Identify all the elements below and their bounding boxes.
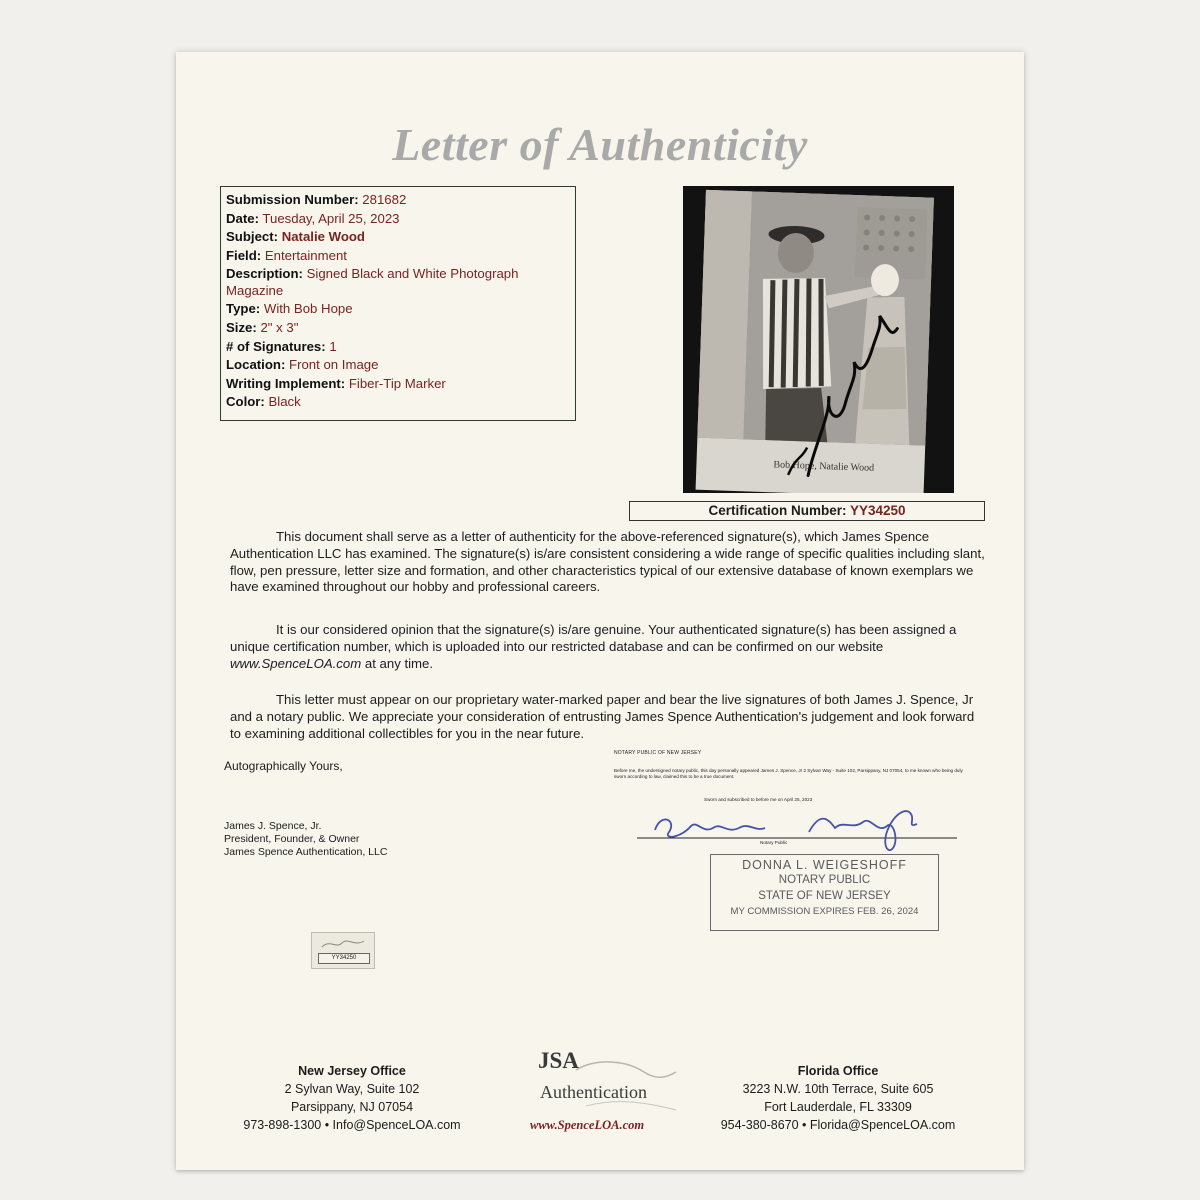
info-row-subject: Subject: Natalie Wood [226, 229, 365, 245]
info-row-color: Color: Black [226, 394, 301, 410]
info-row-description: Description: Signed Black and White Photograph Magazine [226, 266, 519, 299]
closing-line: Autographically Yours, [224, 759, 343, 773]
paragraph-authenticity: This document shall serve as a letter of authenticity for the above-referenced signature(s), which James Spence Authentication LLC has examined. The signature(s) is/are consistent considering a wide range of specific qualities including slant, flow, pen pressure, letter size and formation, and other characteristics typical of our extensive database of known exemplars we have examined throughout our hobby and professional careers. [230, 529, 985, 595]
paragraph-watermark: This letter must appear on our proprietary water-marked paper and bear the live signatures of both James J. Spence, Jr and a notary public. We appreciate your consideration of entrusting James Spence Authentication's judgement and look forward to examining additional collectibles for you in the near future. [230, 692, 975, 741]
notary-sworn-line: Sworn and subscribed to before me on April 25, 2023 [704, 797, 813, 802]
jsa-logo [516, 1048, 686, 1136]
notary-statement: Before me, the undersigned notary public, this day personally appeared James J. Spence, Jr 2 Sylvan Way - Suite 102, Parsippany, NJ 07054, to me known who being duly sworn according to law, claimed this to be a true document. [614, 768, 963, 779]
new-jersey-office: New Jersey Office 2 Sylvan Way, Suite 102 Parsippany, NJ 07054 973-898-1300 • Info@SpenceLOA.com [243, 1064, 461, 1132]
info-row-location: Location: Front on Image [226, 357, 379, 373]
info-row-field: Field: Entertainment [226, 247, 347, 263]
info-row-type: Type: With Bob Hope [226, 301, 353, 317]
notary-public-label: Notary Public [760, 840, 788, 845]
signer-block: James J. Spence, Jr. President, Founder, & Owner James Spence Authentication, LLC [224, 820, 388, 858]
info-row-submission: Submission Number: 281682 [226, 192, 407, 207]
notary-stamp: DONNA L. WEIGESHOFF NOTARY PUBLIC STATE OF NEW JERSEY MY COMMISSION EXPIRES FEB. 26, 2024 [710, 854, 939, 931]
logo-name: Authentication [540, 1082, 647, 1102]
photograph-image [683, 186, 954, 493]
loa-paper [176, 52, 1024, 1170]
info-row-signatures: # of Signatures: 1 [226, 338, 337, 354]
hologram-signature-mark [312, 933, 374, 955]
signed-photograph [683, 186, 954, 493]
submission-info-box [220, 186, 576, 421]
florida-office: Florida Office 3223 N.W. 10th Terrace, Suite 605 Fort Lauderdale, FL 33309 954-380-8670 • Florida@SpenceLOA.com [720, 1064, 956, 1132]
notary-signature [631, 790, 983, 860]
hologram-sticker [311, 932, 375, 969]
paragraph-opinion: It is our considered opinion that the signature(s) is/are genuine. Your authenticated signature(s) has been assigned a unique certification number, which is uploaded into our restricted database and can be confirmed on our website www.SpenceLOA.com at any time. [230, 622, 957, 671]
logo-brand: JSA [538, 1048, 579, 1073]
website-link[interactable]: www.SpenceLOA.com [230, 655, 362, 671]
info-row-date: Date: Tuesday, April 25, 2023 [226, 210, 400, 226]
notary-title: NOTARY PUBLIC OF NEW JERSEY [614, 750, 702, 756]
photo-caption: Bob Hope, Natalie Wood [773, 459, 875, 474]
logo-url[interactable]: www.SpenceLOA.com [530, 1118, 645, 1132]
certification-number: Certification Number: YY34250 [629, 501, 985, 521]
info-row-writing-implement: Writing Implement: Fiber-Tip Marker [226, 375, 446, 391]
hologram-number: YY34250 [318, 953, 370, 964]
info-row-size: Size: 2" x 3" [226, 319, 299, 335]
document-title: Letter of Authenticity [392, 119, 808, 170]
